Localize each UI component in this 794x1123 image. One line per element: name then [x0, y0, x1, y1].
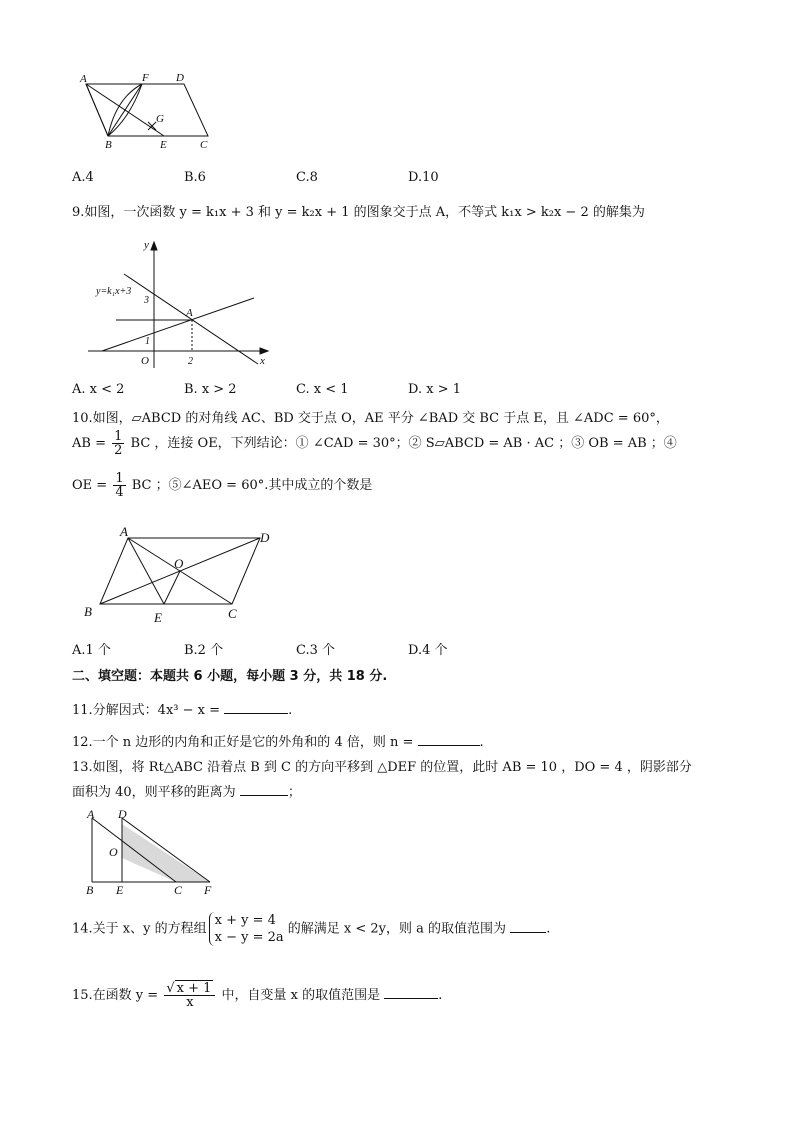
q14-line: [72, 912, 550, 946]
q9-choice-d[interactable]: D. x > 1: [408, 382, 461, 397]
q8-label-D: D: [176, 72, 184, 84]
q14-eq2: x − y = 2a: [214, 930, 284, 945]
q8-parallelogram-figure: [72, 68, 222, 152]
q13-label-E: E: [116, 883, 124, 897]
q11-text: 11.分解因式：4x³ − x =: [72, 703, 221, 718]
q15-fraction: [164, 982, 215, 1009]
q10-line1: 10.如图，▱ABCD 的对角线 AC、BD 交于点 O，AE 平分 ∠BAD 交 BC 于点 E，且 ∠ADC = 60°，: [72, 411, 669, 426]
q13-label-O: O: [109, 845, 118, 859]
q10-fraction-quarter: [113, 472, 125, 499]
section2-heading: 二、填空题：本题共 6 小题，每小题 3 分，共 18 分.: [72, 669, 388, 684]
q15-end: .: [438, 988, 443, 1003]
q10-choices: [72, 639, 520, 658]
q10-line2: [72, 430, 677, 457]
q13-answer-blank[interactable]: [240, 784, 288, 796]
q8-choice-b[interactable]: B.6: [184, 170, 206, 185]
q10-choice-d[interactable]: D.4 个: [408, 643, 448, 658]
q15-denominator: x: [186, 995, 194, 1010]
q13-translation-figure: [82, 808, 222, 898]
q9-label-O: O: [141, 355, 149, 367]
q9-label-line: y=k₁x+3: [96, 286, 132, 297]
q11-answer-blank[interactable]: [224, 702, 288, 714]
q9-graph-figure: [88, 236, 278, 370]
q10-frac2-num: 1: [115, 471, 124, 486]
q9-label-x: x: [260, 355, 265, 367]
q15-numerator: √ x + 1: [164, 982, 215, 996]
q8-label-B: B: [105, 139, 112, 151]
q15-post: 中，自变量 x 的取值范围是: [221, 988, 381, 1003]
q10-fraction-half: [112, 430, 124, 457]
q15-line: [72, 982, 442, 1009]
q13-label-C: C: [174, 883, 183, 897]
q14-eq1: x + y = 4: [214, 913, 276, 928]
q13-label-F: F: [204, 883, 212, 897]
q9-label-3: 3: [144, 295, 149, 306]
q10-label-A: A: [120, 524, 128, 539]
q8-label-C: C: [200, 139, 208, 151]
q13-end: ；: [287, 785, 301, 800]
q15-answer-blank[interactable]: [384, 987, 438, 999]
q9-label-2: 2: [188, 356, 193, 367]
q8-choice-d[interactable]: D.10: [408, 170, 439, 185]
q10-line3: [72, 472, 372, 499]
q8-label-A: A: [80, 73, 87, 85]
q11-line: [72, 699, 292, 718]
q10-label-E: E: [154, 610, 162, 625]
q8-choices: [72, 170, 520, 185]
q12-line: [72, 731, 484, 750]
q12-end: .: [479, 735, 484, 750]
q10-frac2-den: 4: [115, 485, 124, 500]
q12-answer-blank[interactable]: [418, 734, 480, 746]
q10-label-D: D: [260, 530, 270, 545]
q10-frac1-num: 1: [114, 429, 123, 444]
q15-pre: 15.在函数 y =: [72, 988, 159, 1003]
q10-choice-b[interactable]: B.2 个: [184, 643, 224, 658]
q8-label-E: E: [160, 139, 167, 151]
q10-label-C: C: [228, 606, 237, 621]
q10-line3-post: BC ；⑤∠AEO = 60°.其中成立的个数是: [131, 478, 373, 493]
q10-line3-pre: OE =: [72, 478, 108, 493]
q10-choice-c[interactable]: C.3 个: [296, 643, 336, 658]
q8-label-G: G: [156, 113, 164, 125]
q10-line2-pre: AB =: [72, 436, 106, 451]
q8-label-F: F: [142, 72, 149, 84]
q9-choices: [72, 382, 520, 397]
q13-line2: [72, 781, 301, 800]
q8-choice-a[interactable]: A.4: [72, 170, 94, 185]
q9-label-A: A: [186, 307, 193, 319]
q12-text: 12.一个 n 边形的内角和正好是它的外角和的 4 倍，则 n =: [72, 735, 414, 750]
q14-post: 的解满足 x < 2y，则 a 的取值范围为: [287, 921, 507, 937]
q11-end: .: [288, 703, 293, 718]
q14-end: .: [546, 921, 551, 937]
q13-text2: 面积为 40，则平移的距离为: [72, 785, 236, 800]
q14-pre: 14.关于 x、y 的方程组: [72, 921, 207, 937]
q9-label-1: 1: [145, 336, 150, 347]
q10-frac1-den: 2: [114, 443, 123, 458]
q13-line1: 13.如图，将 Rt△ABC 沿着点 B 到 C 的方向平移到 △DEF 的位置，此时 AB = 10 ，DO = 4 ，阴影部分: [72, 760, 692, 775]
q9-choice-b[interactable]: B. x > 2: [184, 382, 237, 397]
q8-choice-c[interactable]: C.8: [296, 170, 318, 185]
q10-parallelogram-figure: [80, 520, 280, 628]
q13-label-D: D: [118, 808, 127, 821]
q15-radicand: x + 1: [176, 981, 212, 996]
q13-label-B: B: [86, 883, 94, 897]
q14-answer-blank[interactable]: [510, 921, 546, 933]
q14-equation-system: [209, 912, 284, 946]
q10-choice-a[interactable]: A.1 个: [72, 643, 111, 658]
q10-label-B: B: [84, 604, 92, 619]
q9-question-text: 9.如图，一次函数 y = k₁x + 3 和 y = k₂x + 1 的图象交于点 A，不等式 k₁x > k₂x − 2 的解集为: [72, 205, 645, 220]
q10-line2-post: BC ，连接 OE，下列结论：① ∠CAD = 30°；② S▱ABCD = AB · AC ；③ OB = AB ；④: [130, 436, 677, 451]
q10-label-O: O: [174, 556, 184, 571]
q13-label-A: A: [87, 808, 95, 821]
q9-choice-a[interactable]: A. x < 2: [72, 382, 125, 397]
q9-label-y: y: [144, 239, 149, 251]
q9-choice-c[interactable]: C. x < 1: [296, 382, 349, 397]
